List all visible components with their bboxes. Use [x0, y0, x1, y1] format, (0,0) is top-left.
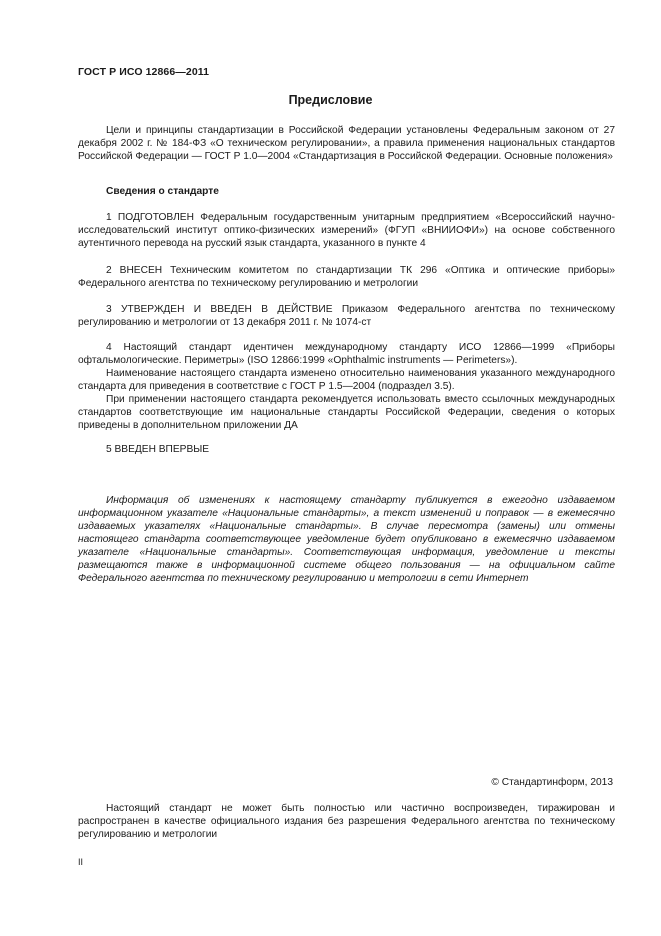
- page-title: Предисловие: [288, 93, 373, 107]
- document-header: ГОСТ Р ИСО 12866—2011: [78, 66, 210, 78]
- section-title: Сведения о стандарте: [106, 186, 219, 197]
- reproduction-text: Настоящий стандарт не может быть полностью или частично воспроизведен, тиражирован и распространен в качестве официального издания без разрешения Федерального агентства по техническому регулированию и метрологии: [78, 803, 615, 840]
- item-4-text-2: Наименование настоящего стандарта изменено относительно наименования указанного международного стандарта для приведения в соответствие с ГОСТ Р 1.5—2004 (подраздел 3.5).: [78, 368, 615, 392]
- item-4-text-3: При применении настоящего стандарта рекомендуется использовать вместо ссылочных международных стандартов соответствующие им национальные стандарты Российской Федерации, сведения о которых приведены в дополнительном приложении ДА: [78, 394, 615, 431]
- item-5: [78, 443, 615, 456]
- intro-paragraph: [78, 124, 615, 163]
- item-3: [78, 303, 615, 329]
- item-4-text-1: 4 Настоящий стандарт идентичен международному стандарту ИСО 12866—1999 «Приборы офтальмологические. Периметры» (ISO 12866:1999 «Ophthalmic instruments — Perimeters»).: [78, 342, 615, 366]
- item-2-text: 2 ВНЕСЕН Техническим комитетом по стандартизации ТК 296 «Оптика и оптические приборы» Федерального агентства по техническому регулированию и метрологии: [78, 265, 615, 289]
- copyright: © Стандартинформ, 2013: [491, 777, 613, 788]
- item-5-text: 5 ВВЕДЕН ВПЕРВЫЕ: [106, 444, 210, 455]
- item-2: [78, 264, 615, 290]
- item-3-text: 3 УТВЕРЖДЕН И ВВЕДЕН В ДЕЙСТВИЕ Приказом Федерального агентства по техническому регулированию и метрологии от 13 декабря 2011 г. № 1074-ст: [78, 304, 615, 328]
- info-note: [78, 494, 615, 585]
- item-1-text: 1 ПОДГОТОВЛЕН Федеральным государственным унитарным предприятием «Всероссийский научно-исследовательский институт оптико-физических измерений» (ФГУП «ВНИИОФИ») на основе собственного аутентичного перевода на русский язык стандарта, указанного в пункте 4: [78, 212, 615, 249]
- item-4: [78, 341, 615, 432]
- reproduction-notice: [78, 802, 615, 841]
- item-1: [78, 211, 615, 250]
- intro-text: Цели и принципы стандартизации в Российской Федерации установлены Федеральным законом от 27 декабря 2002 г. № 184-ФЗ «О техническом регулировании», а правила применения национальных стандартов Российской Федерации — ГОСТ Р 1.0—2004 «Стандартизация в Российской Федерации. Основные положения»: [78, 125, 615, 162]
- info-note-text: Информация об изменениях к настоящему стандарту публикуется в ежегодно издаваемом информационном указателе «Национальные стандарты», а текст изменений и поправок — в ежемесячно издаваемых указателях «Национальные стандарты». В случае пересмотра (замены) или отмены настоящего стандарта соответствующее уведомление будет опубликовано в ежемесячно издаваемом указателе «Национальные стандарты». Соответствующая информация, уведомление и тексты размещаются также в информационной системе общего пользования — на официальном сайте Федерального агентства по техническому регулированию и метрологии в сети Интернет: [78, 495, 615, 584]
- page-number: II: [78, 857, 84, 867]
